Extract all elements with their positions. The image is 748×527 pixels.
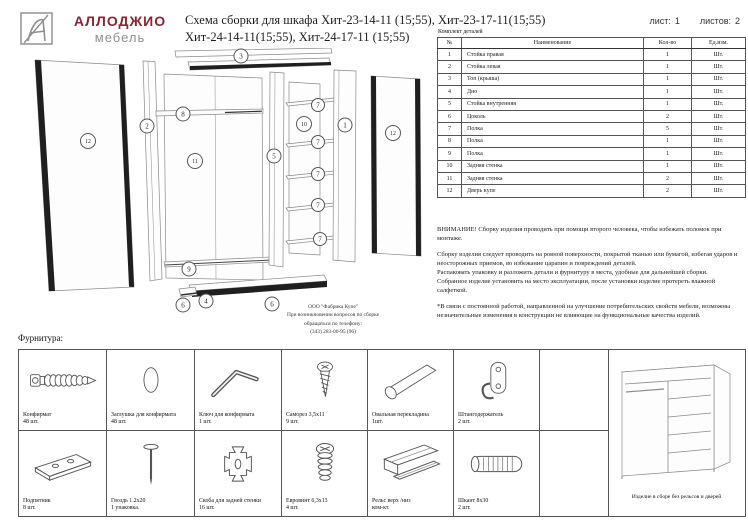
cap-icon — [107, 350, 194, 411]
oval-crossbar-icon — [368, 350, 453, 411]
euro-screw-icon — [282, 431, 367, 497]
col-name: Наименование — [462, 38, 644, 49]
table-row: 2 Стойка левая 1 Шт. — [438, 61, 746, 73]
note-2: Распаковать упаковку и разложить детали и фурнитуру в места, удобные для дальнейшей сборки. — [437, 268, 708, 276]
svg-text:7: 7 — [316, 170, 320, 179]
assembled-product-box — [608, 349, 746, 517]
sheets-value: 2 — [734, 16, 740, 26]
right-door-panel — [371, 76, 421, 256]
disclaimer-text: *В связи с постоянной работой, направленной на улучшение потребительских свойств мебели, возможны незначительные изменения в конструкции не влияющие на функциональные качества изделий. — [437, 302, 731, 319]
right-stand-panel — [333, 70, 356, 262]
title-line-1: Схема сборки для шкафа Хит-23-14-11 (15;55), Хит-23-17-11(15;55) — [185, 13, 546, 27]
dowel-icon — [454, 431, 539, 497]
table-row: 9 Полка 1 Шт. — [438, 148, 746, 160]
svg-text:6: 6 — [270, 300, 274, 309]
top-panel — [175, 48, 332, 70]
hardware-item-back-wall-bracket: Скоба для задней стенки 16 шт. — [195, 431, 282, 517]
svg-text:10: 10 — [301, 122, 307, 129]
table-row: 5 Стойка внутренняя 1 Шт. — [438, 98, 746, 110]
brand-subtitle: мебель — [94, 30, 146, 45]
hardware-item-hex-key: Ключ для конфирмата 1 шт. — [195, 350, 282, 431]
support-line-2: обращаться по телефону: — [304, 320, 362, 327]
back-wall-bracket-icon — [195, 431, 281, 497]
support-phone: (343) 283-00-95 (96) — [310, 329, 356, 336]
sheet-label: лист: — [649, 16, 671, 26]
assembled-wardrobe-sketch — [608, 350, 744, 482]
svg-text:11: 11 — [192, 159, 198, 166]
brand-block — [60, 13, 180, 45]
hardware-item-confirmat: Конфирмат 48 шт. — [19, 350, 107, 431]
hardware-item-screw: Саморез 3,5х11 9 шт. — [282, 350, 368, 431]
brand-name: АЛЛОДЖИО — [73, 13, 167, 29]
hex-key-icon — [195, 350, 281, 411]
svg-text:12: 12 — [85, 139, 91, 146]
svg-text:2: 2 — [145, 122, 149, 131]
hardware-grid — [18, 349, 608, 517]
svg-text:7: 7 — [316, 201, 320, 210]
hardware-item-dowel: Шкант 8х30 2 шт. — [454, 431, 540, 517]
hardware-item-rod-holder: Штангодержатель 2 шт. — [454, 350, 540, 431]
hardware-item-oval-crossbar: Овальная перекладина 1шт. — [368, 350, 454, 431]
svg-text:3: 3 — [239, 52, 243, 61]
assembly-notices — [437, 226, 746, 328]
hardware-section-label: Фурнитура: — [18, 333, 64, 343]
parts-table — [437, 37, 746, 198]
hardware-empty-cell — [540, 431, 609, 517]
svg-text:6: 6 — [181, 301, 185, 310]
rod-holder-icon — [454, 350, 539, 411]
parts-table-caption: Комплект деталей — [438, 29, 483, 35]
back-panel-large — [164, 74, 263, 280]
sheets-label: листов: — [699, 16, 731, 26]
sheet-value: 1 — [674, 16, 680, 26]
hardware-item-nail: Гвоздь 1.2х20 1 упаковка. — [107, 431, 195, 517]
svg-text:7: 7 — [316, 101, 320, 110]
table-row: 3 Топ (крыша) 1 Шт. — [438, 73, 746, 85]
svg-text:7: 7 — [316, 138, 320, 147]
col-num: № — [438, 38, 462, 49]
note-3: Собранное изделие установить на место эксплуатации, после установки изделие протереть влажной салфеткой. — [437, 277, 716, 294]
table-row: 1 Стойка правая 1 Шт. — [438, 49, 746, 61]
hardware-empty-cell — [540, 350, 609, 431]
confirmat-screw-icon — [19, 350, 106, 411]
table-row: 12 Дверь купе 2 Шт. — [438, 185, 746, 197]
assembled-product-caption: Изделие в сборе без рельсов и дверей — [631, 494, 722, 500]
hardware-item-foot-plate: Подпятник 8 шт. — [19, 431, 107, 517]
table-row: 10 Задняя стенка 1 Шт. — [438, 160, 746, 172]
hardware-item-cap: Заглушка для конфирмата 48 шт. — [107, 350, 195, 431]
note-1: Сборку изделия следует проводить на ровной поверхности, покрытой тканью или бумагой, избегая ударов и неосторожных приемов, во избежание царапин и повреждений деталей. — [437, 250, 738, 267]
svg-text:7: 7 — [318, 235, 322, 244]
exploded-assembly-diagram — [25, 48, 435, 320]
rail-icon — [368, 431, 453, 497]
left-door-panel — [35, 60, 134, 291]
hardware-item-rail: Рельс верх /низ ком-кт. — [368, 431, 454, 517]
title-line-2: Хит-24-14-11(15;55), Хит-24-17-11 (15;55) — [185, 30, 410, 44]
table-row: 6 Цоколь 2 Шт. — [438, 110, 746, 122]
svg-text:9: 9 — [187, 265, 191, 274]
nail-icon — [107, 431, 194, 497]
parts-table-header — [438, 38, 746, 49]
table-row: 11 Задняя стенка 2 Шт. — [438, 172, 746, 184]
company-name: ООО "Фабрика Купе" — [308, 304, 358, 310]
col-unit: Ед.изм. — [692, 38, 746, 49]
brand-logo-icon — [20, 12, 54, 46]
inner-stand-panel — [269, 72, 284, 267]
svg-text:4: 4 — [204, 297, 208, 306]
warning-text: ВНИМАНИЕ! Сборку изделия проводить при помощи второго человека, чтобы избежать поломок при монтаже. — [437, 226, 722, 242]
foot-plate-icon — [19, 431, 106, 497]
svg-text:12: 12 — [390, 131, 396, 138]
svg-text:1: 1 — [343, 121, 347, 130]
col-qty: Кол-во — [644, 38, 692, 49]
left-stand-panel — [143, 61, 162, 281]
sheet-info — [608, 16, 740, 26]
table-row: 7 Полка 5 Шт. — [438, 123, 746, 135]
plinth-piece — [179, 287, 197, 297]
table-row: 4 Дно 1 Шт. — [438, 86, 746, 98]
screw-icon — [282, 350, 367, 411]
table-row: 8 Полка 1 Шт. — [438, 135, 746, 147]
svg-text:8: 8 — [181, 110, 185, 119]
hardware-item-euro-screw: Евровинт 6,3х13 4 шт. — [282, 431, 368, 517]
support-line-1: При возникновении вопросов по сборке — [286, 312, 380, 319]
svg-text:5: 5 — [272, 152, 276, 161]
